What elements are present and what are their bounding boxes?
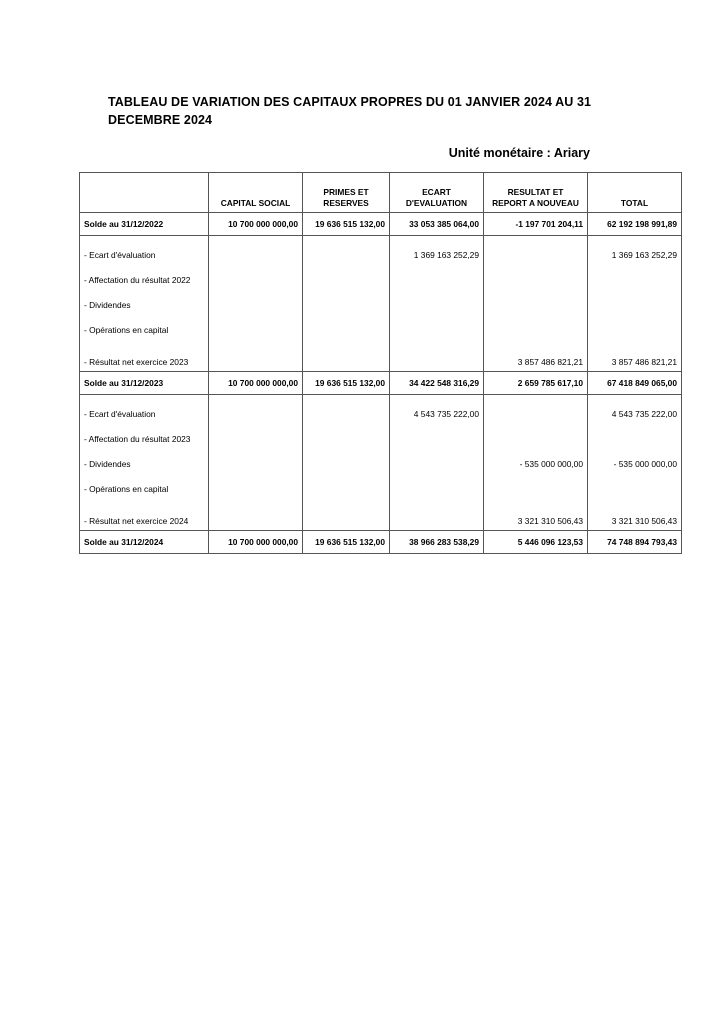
cell-resultat xyxy=(484,236,588,268)
cell-primes xyxy=(303,501,390,531)
cell-capital xyxy=(209,236,303,268)
cell-capital xyxy=(209,395,303,427)
row-label: - Affectation du résultat 2023 xyxy=(80,426,209,451)
cell-resultat: 2 659 785 617,10 xyxy=(484,372,588,395)
row-label: - Dividendes xyxy=(80,292,209,317)
header-total: TOTAL xyxy=(588,173,682,213)
currency-unit-label: Unité monétaire : Ariary xyxy=(448,146,590,160)
table-row xyxy=(80,395,682,427)
table-row-solde-2023 xyxy=(80,372,682,395)
cell-resultat xyxy=(484,317,588,342)
row-label: Solde au 31/12/2024 xyxy=(80,531,209,554)
cell-capital xyxy=(209,267,303,292)
table-row xyxy=(80,292,682,317)
cell-capital xyxy=(209,317,303,342)
cell-total: - 535 000 000,00 xyxy=(588,451,682,476)
cell-total xyxy=(588,426,682,451)
table-header-row xyxy=(80,173,682,213)
cell-primes xyxy=(303,292,390,317)
row-label: - Dividendes xyxy=(80,451,209,476)
cell-ecart xyxy=(390,426,484,451)
row-label: - Résultat net exercice 2024 xyxy=(80,501,209,531)
cell-total: 67 418 849 065,00 xyxy=(588,372,682,395)
cell-total: 62 192 198 991,89 xyxy=(588,213,682,236)
cell-ecart xyxy=(390,501,484,531)
cell-total xyxy=(588,292,682,317)
cell-capital xyxy=(209,501,303,531)
cell-resultat: 3 321 310 506,43 xyxy=(484,501,588,531)
cell-ecart xyxy=(390,342,484,372)
cell-primes: 19 636 515 132,00 xyxy=(303,531,390,554)
cell-resultat xyxy=(484,267,588,292)
cell-capital: 10 700 000 000,00 xyxy=(209,213,303,236)
cell-ecart: 1 369 163 252,29 xyxy=(390,236,484,268)
row-label: Solde au 31/12/2022 xyxy=(80,213,209,236)
cell-primes: 19 636 515 132,00 xyxy=(303,213,390,236)
cell-ecart xyxy=(390,292,484,317)
cell-total: 74 748 894 793,43 xyxy=(588,531,682,554)
cell-capital xyxy=(209,342,303,372)
cell-capital: 10 700 000 000,00 xyxy=(209,372,303,395)
row-label: - Opérations en capital xyxy=(80,317,209,342)
row-label: - Résultat net exercice 2023 xyxy=(80,342,209,372)
table-row xyxy=(80,342,682,372)
cell-capital: 10 700 000 000,00 xyxy=(209,531,303,554)
cell-capital xyxy=(209,451,303,476)
cell-primes xyxy=(303,267,390,292)
table-row xyxy=(80,451,682,476)
table-row xyxy=(80,426,682,451)
table-row-solde-2024 xyxy=(80,531,682,554)
cell-resultat: -1 197 701 204,11 xyxy=(484,213,588,236)
cell-ecart: 34 422 548 316,29 xyxy=(390,372,484,395)
header-ecart-evaluation: ECART D'EVALUATION xyxy=(390,173,484,213)
cell-resultat xyxy=(484,426,588,451)
row-label: - Affectation du résultat 2022 xyxy=(80,267,209,292)
cell-total: 3 857 486 821,21 xyxy=(588,342,682,372)
header-primes-reserves: PRIMES ET RESERVES xyxy=(303,173,390,213)
cell-ecart: 4 543 735 222,00 xyxy=(390,395,484,427)
page-title: TABLEAU DE VARIATION DES CAPITAUX PROPRES DU 01 JANVIER 2024 AU 31 DECEMBRE 2024 xyxy=(108,95,592,127)
cell-total xyxy=(588,317,682,342)
row-label: Solde au 31/12/2023 xyxy=(80,372,209,395)
cell-primes xyxy=(303,236,390,268)
cell-resultat xyxy=(484,476,588,501)
cell-primes xyxy=(303,395,390,427)
table-row xyxy=(80,267,682,292)
header-resultat-report: RESULTAT ET REPORT A NOUVEAU xyxy=(484,173,588,213)
header-capital-social: CAPITAL SOCIAL xyxy=(209,173,303,213)
cell-resultat: - 535 000 000,00 xyxy=(484,451,588,476)
cell-capital xyxy=(209,292,303,317)
cell-primes xyxy=(303,342,390,372)
header-label xyxy=(80,173,209,213)
cell-capital xyxy=(209,426,303,451)
cell-capital xyxy=(209,476,303,501)
cell-ecart: 38 966 283 538,29 xyxy=(390,531,484,554)
table-row xyxy=(80,501,682,531)
cell-primes: 19 636 515 132,00 xyxy=(303,372,390,395)
row-label: - Ecart d'évaluation xyxy=(80,236,209,268)
equity-variation-table xyxy=(79,172,682,554)
table-row-solde-2022 xyxy=(80,213,682,236)
cell-ecart: 33 053 385 064,00 xyxy=(390,213,484,236)
cell-resultat xyxy=(484,395,588,427)
cell-ecart xyxy=(390,476,484,501)
cell-total: 4 543 735 222,00 xyxy=(588,395,682,427)
row-label: - Opérations en capital xyxy=(80,476,209,501)
cell-total xyxy=(588,267,682,292)
cell-total: 1 369 163 252,29 xyxy=(588,236,682,268)
row-label: - Ecart d'évaluation xyxy=(80,395,209,427)
cell-ecart xyxy=(390,451,484,476)
cell-total: 3 321 310 506,43 xyxy=(588,501,682,531)
table-row xyxy=(80,236,682,268)
cell-ecart xyxy=(390,317,484,342)
cell-resultat xyxy=(484,292,588,317)
cell-primes xyxy=(303,426,390,451)
cell-resultat: 3 857 486 821,21 xyxy=(484,342,588,372)
table-row xyxy=(80,476,682,501)
cell-total xyxy=(588,476,682,501)
cell-primes xyxy=(303,476,390,501)
cell-primes xyxy=(303,451,390,476)
cell-primes xyxy=(303,317,390,342)
cell-ecart xyxy=(390,267,484,292)
cell-resultat: 5 446 096 123,53 xyxy=(484,531,588,554)
table-row xyxy=(80,317,682,342)
